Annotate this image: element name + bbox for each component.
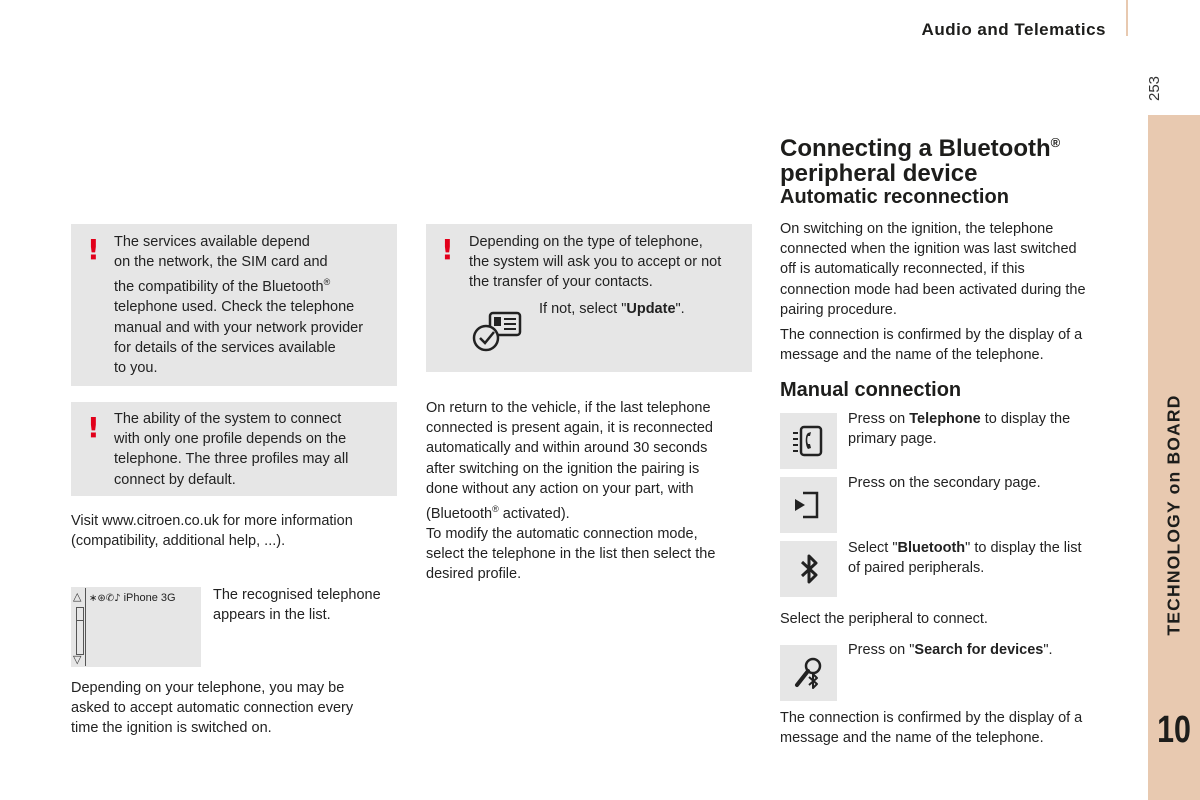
manual-connection-heading: Manual connection [780, 379, 962, 401]
chapter-side-tab [1148, 115, 1200, 800]
telephone-button-icon [780, 413, 837, 469]
page-title: Connecting a Bluetooth® peripheral device [780, 135, 1061, 187]
header-divider [1126, 0, 1128, 36]
warning-exclamation-icon: ! [441, 233, 454, 266]
display-screen-illustration [71, 587, 201, 667]
automatic-reconnection-text: On switching on the ignition, the telephone connected when the ignition was last switched off is automatically reconnected, if this connection mode had been activated during the pairing procedure. [780, 221, 1086, 318]
page-number: 253 [1146, 75, 1164, 102]
automatic-reconnection-heading: Automatic reconnection [780, 186, 1009, 208]
auto-connection-text: Depending on your telephone, you may be asked to accept automatic connection every time the ignition is switched on. [71, 680, 354, 737]
search-devices-icon [780, 645, 837, 701]
warning-note-services [71, 224, 397, 386]
secondary-page-icon [780, 477, 837, 533]
step-search-devices: Press on "Search for devices". [848, 642, 1053, 658]
note-text: Depending on the type of telephone, the system will ask you to accept or not the transfer of your contacts. [469, 234, 722, 291]
return-vehicle-text: On return to the vehicle, if the last telephone connected is present again, it is reconnected automatically and within around 30 seconds after switching on the ignition the pairing is done without any action on your part, with (Bluetooth® activated). To modify the automatic connection mode, select the telephone in the list then select the desired profile. [426, 400, 716, 583]
screen-divider [85, 588, 86, 666]
connection-confirmed-text: The connection is confirmed by the display of a message and the name of the telephone. [780, 327, 1083, 364]
step-press-telephone: Press on Telephone to display the primary page. [848, 411, 1071, 448]
select-update-text: If not, select "Update". [539, 301, 685, 317]
scroll-up-icon: △ [73, 590, 82, 603]
bluetooth-icon [780, 541, 837, 597]
note-text: The ability of the system to connect with only one profile depends on the telephone. The three profiles may all connect by default. [114, 411, 349, 488]
device-list-item [89, 592, 176, 604]
chapter-number: 10 [1157, 709, 1191, 751]
chapter-label: TECHNOLOGY on BOARD [1163, 394, 1184, 636]
contact-card-update-icon [470, 308, 524, 354]
device-name: iPhone 3G [123, 592, 176, 604]
recognised-telephone-text: The recognised telephone appears in the list. [213, 587, 381, 624]
warning-exclamation-icon: ! [87, 233, 100, 266]
select-peripheral-text: Select the peripheral to connect. [780, 611, 988, 627]
warning-note-contacts [426, 224, 752, 372]
step-secondary-page: Press on the secondary page. [848, 475, 1041, 491]
status-icons: ∗⊛✆♪ [89, 593, 121, 604]
scrollbar [76, 607, 84, 655]
section-title: Audio and Telematics [921, 20, 1106, 39]
note-text: The services available depend on the network, the SIM card and the compatibility of the Bluetooth® telephone used. Check the telephone manual and with your network provider for details of the services available to you. [114, 234, 364, 377]
step-select-bluetooth: Select "Bluetooth" to display the list of paired peripherals. [848, 540, 1082, 577]
visit-website-text: Visit www.citroen.co.uk for more information (compatibility, additional help, ...). [71, 513, 353, 550]
warning-exclamation-icon: ! [87, 411, 100, 444]
final-confirmation-text: The connection is confirmed by the display of a message and the name of the telephone. [780, 710, 1083, 747]
warning-note-profiles [71, 402, 397, 496]
scroll-down-icon: ▽ [73, 653, 82, 666]
